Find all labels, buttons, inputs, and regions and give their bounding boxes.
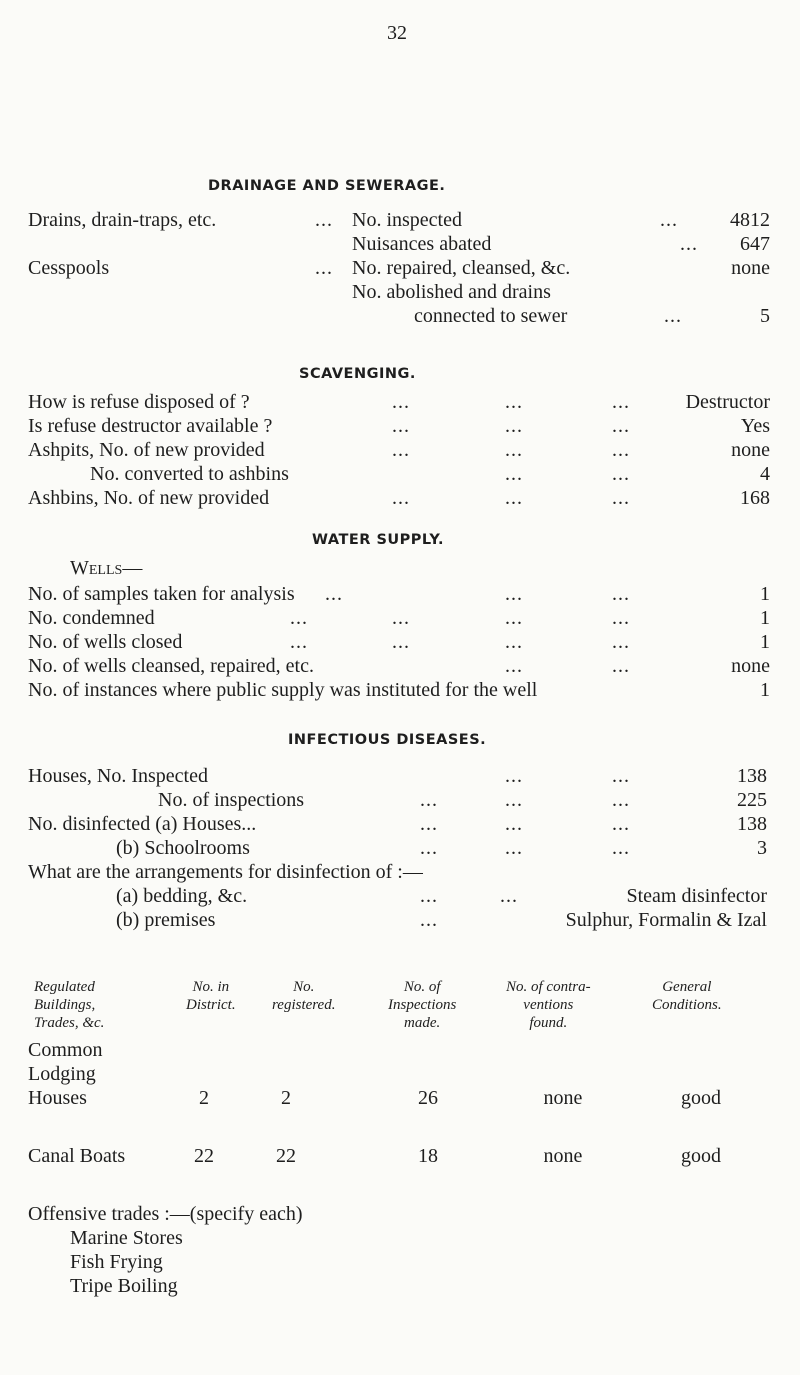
table-cell-registered: 2 [281, 1087, 291, 1109]
scavenging-row-value: Destructor [685, 391, 770, 413]
column-header-contraventions: No. of contra- ventions found. [506, 979, 591, 1031]
drainage-heading: DRAINAGE AND SEWERAGE. [208, 178, 446, 194]
table-cell-district: 2 [199, 1087, 209, 1109]
scavenging-row-label: Is refuse destructor available ? [28, 415, 273, 437]
leader-dots: ... [392, 487, 410, 509]
leader-dots: ... [664, 305, 682, 327]
drainage-row-value: none [731, 257, 770, 279]
infectious-row-value: 3 [757, 837, 767, 859]
infectious-row-label: No. of inspections [158, 789, 305, 811]
arrangement-label: (b) premises [116, 909, 216, 931]
column-header-registered: No. registered. [272, 979, 336, 1013]
leader-dots: ... [420, 909, 438, 931]
leader-dots: ... [612, 463, 630, 485]
offensive-item: Marine Stores [70, 1227, 183, 1249]
scavenging-row-label: Ashpits, No. of new provided [28, 439, 265, 461]
drainage-row-label: No. inspected [352, 209, 462, 231]
wells-subheading: Wells— [70, 557, 143, 579]
table-cell-inspections: 26 [418, 1087, 438, 1109]
leader-dots: ... [505, 789, 523, 811]
leader-dots: ... [505, 765, 523, 787]
drainage-row-value: 4812 [730, 209, 770, 231]
water-row-value: none [731, 655, 770, 677]
infectious-row-label: Houses, No. Inspected [28, 765, 208, 787]
drains-label: Drains, drain-traps, etc. [28, 209, 217, 231]
table-cell-contraventions: none [543, 1145, 583, 1167]
scavenging-row-label: No. converted to ashbins [90, 463, 289, 485]
leader-dots: ... [420, 837, 438, 859]
table-cell-contraventions: none [543, 1087, 583, 1109]
water-row-label: No. of instances where public supply was instituted for the well [28, 679, 538, 701]
drainage-row-label: connected to sewer [414, 305, 568, 327]
leader-dots: ... [325, 583, 343, 605]
column-header-district: No. in District. [186, 979, 236, 1013]
table-cell-registered: 22 [276, 1145, 296, 1167]
infectious-row-value: 138 [737, 765, 767, 787]
table-cell-conditions: good [681, 1087, 721, 1109]
leader-dots: ... [505, 391, 523, 413]
water-row-label: No. of samples taken for analysis [28, 583, 295, 605]
leader-dots: ... [680, 233, 698, 255]
leader-dots: ... [420, 813, 438, 835]
table-row-name: Canal Boats [28, 1145, 126, 1167]
leader-dots: ... [500, 885, 518, 907]
leader-dots: ... [612, 391, 630, 413]
drainage-row-value: 647 [740, 233, 770, 255]
scavenging-row-value: 168 [740, 487, 770, 509]
leader-dots: ... [505, 631, 523, 653]
leader-dots: ... [505, 813, 523, 835]
arrangement-label: (a) bedding, &c. [116, 885, 248, 907]
leader-dots: ... [612, 655, 630, 677]
leader-dots: ... [392, 631, 410, 653]
leader-dots: ... [392, 439, 410, 461]
offensive-heading: Offensive trades :—(specify each) [28, 1203, 303, 1225]
table-cell-conditions: good [681, 1145, 721, 1167]
column-header-regulated: Regulated Buildings, Trades, &c. [34, 979, 105, 1031]
leader-dots: ... [612, 439, 630, 461]
water-row-label: No. condemned [28, 607, 155, 629]
drainage-row-label: Nuisances abated [352, 233, 492, 255]
water-row-value: 1 [760, 607, 770, 629]
leader-dots: ... [612, 631, 630, 653]
leader-dots: ... [315, 257, 333, 279]
leader-dots: ... [612, 813, 630, 835]
column-header-conditions: General Conditions. [652, 979, 722, 1013]
leader-dots: ... [505, 415, 523, 437]
leader-dots: ... [612, 789, 630, 811]
water-row-label: No. of wells closed [28, 631, 183, 653]
water-row-value: 1 [760, 679, 770, 701]
leader-dots: ... [505, 837, 523, 859]
scavenging-heading: SCAVENGING. [299, 366, 416, 382]
leader-dots: ... [315, 209, 333, 231]
leader-dots: ... [505, 463, 523, 485]
scavenging-row-label: How is refuse disposed of ? [28, 391, 250, 413]
infectious-row-value: 225 [737, 789, 767, 811]
leader-dots: ... [660, 209, 678, 231]
water-row-label: No. of wells cleansed, repaired, etc. [28, 655, 314, 677]
arrangement-value: Sulphur, Formalin & Izal [565, 909, 767, 931]
cesspools-label: Cesspools [28, 257, 110, 279]
leader-dots: ... [612, 607, 630, 629]
drainage-row-label: No. repaired, cleansed, &c. [352, 257, 571, 279]
leader-dots: ... [505, 487, 523, 509]
leader-dots: ... [612, 415, 630, 437]
infectious-row-label: (b) Schoolrooms [116, 837, 250, 859]
water-row-value: 1 [760, 583, 770, 605]
column-header-inspections: No. of Inspections made. [388, 979, 457, 1031]
leader-dots: ... [290, 607, 308, 629]
leader-dots: ... [392, 415, 410, 437]
table-cell-district: 22 [194, 1145, 214, 1167]
leader-dots: ... [612, 487, 630, 509]
drainage-row-value: 5 [760, 305, 770, 327]
scavenging-row-value: none [731, 439, 770, 461]
arrangement-value: Steam disinfector [626, 885, 767, 907]
leader-dots: ... [420, 789, 438, 811]
leader-dots: ... [612, 583, 630, 605]
infectious-row-label: No. disinfected (a) Houses... [28, 813, 257, 835]
arrangements-question: What are the arrangements for disinfection of :— [28, 861, 423, 883]
offensive-item: Fish Frying [70, 1251, 163, 1273]
scavenging-row-label: Ashbins, No. of new provided [28, 487, 270, 509]
leader-dots: ... [392, 391, 410, 413]
leader-dots: ... [505, 655, 523, 677]
leader-dots: ... [612, 837, 630, 859]
leader-dots: ... [290, 631, 308, 653]
table-cell-inspections: 18 [418, 1145, 438, 1167]
table-row-name: Common Lodging Houses [28, 1039, 103, 1109]
water-heading: WATER SUPPLY. [312, 532, 445, 548]
leader-dots: ... [392, 607, 410, 629]
leader-dots: ... [612, 765, 630, 787]
leader-dots: ... [505, 607, 523, 629]
water-row-value: 1 [760, 631, 770, 653]
scavenging-row-value: 4 [760, 463, 770, 485]
infectious-row-value: 138 [737, 813, 767, 835]
infectious-heading: INFECTIOUS DISEASES. [288, 732, 487, 748]
leader-dots: ... [505, 439, 523, 461]
leader-dots: ... [420, 885, 438, 907]
leader-dots: ... [505, 583, 523, 605]
drainage-row-label: No. abolished and drains [352, 281, 551, 303]
page-number: 32 [387, 22, 407, 44]
scavenging-row-value: Yes [740, 415, 770, 437]
offensive-item: Tripe Boiling [70, 1275, 178, 1297]
